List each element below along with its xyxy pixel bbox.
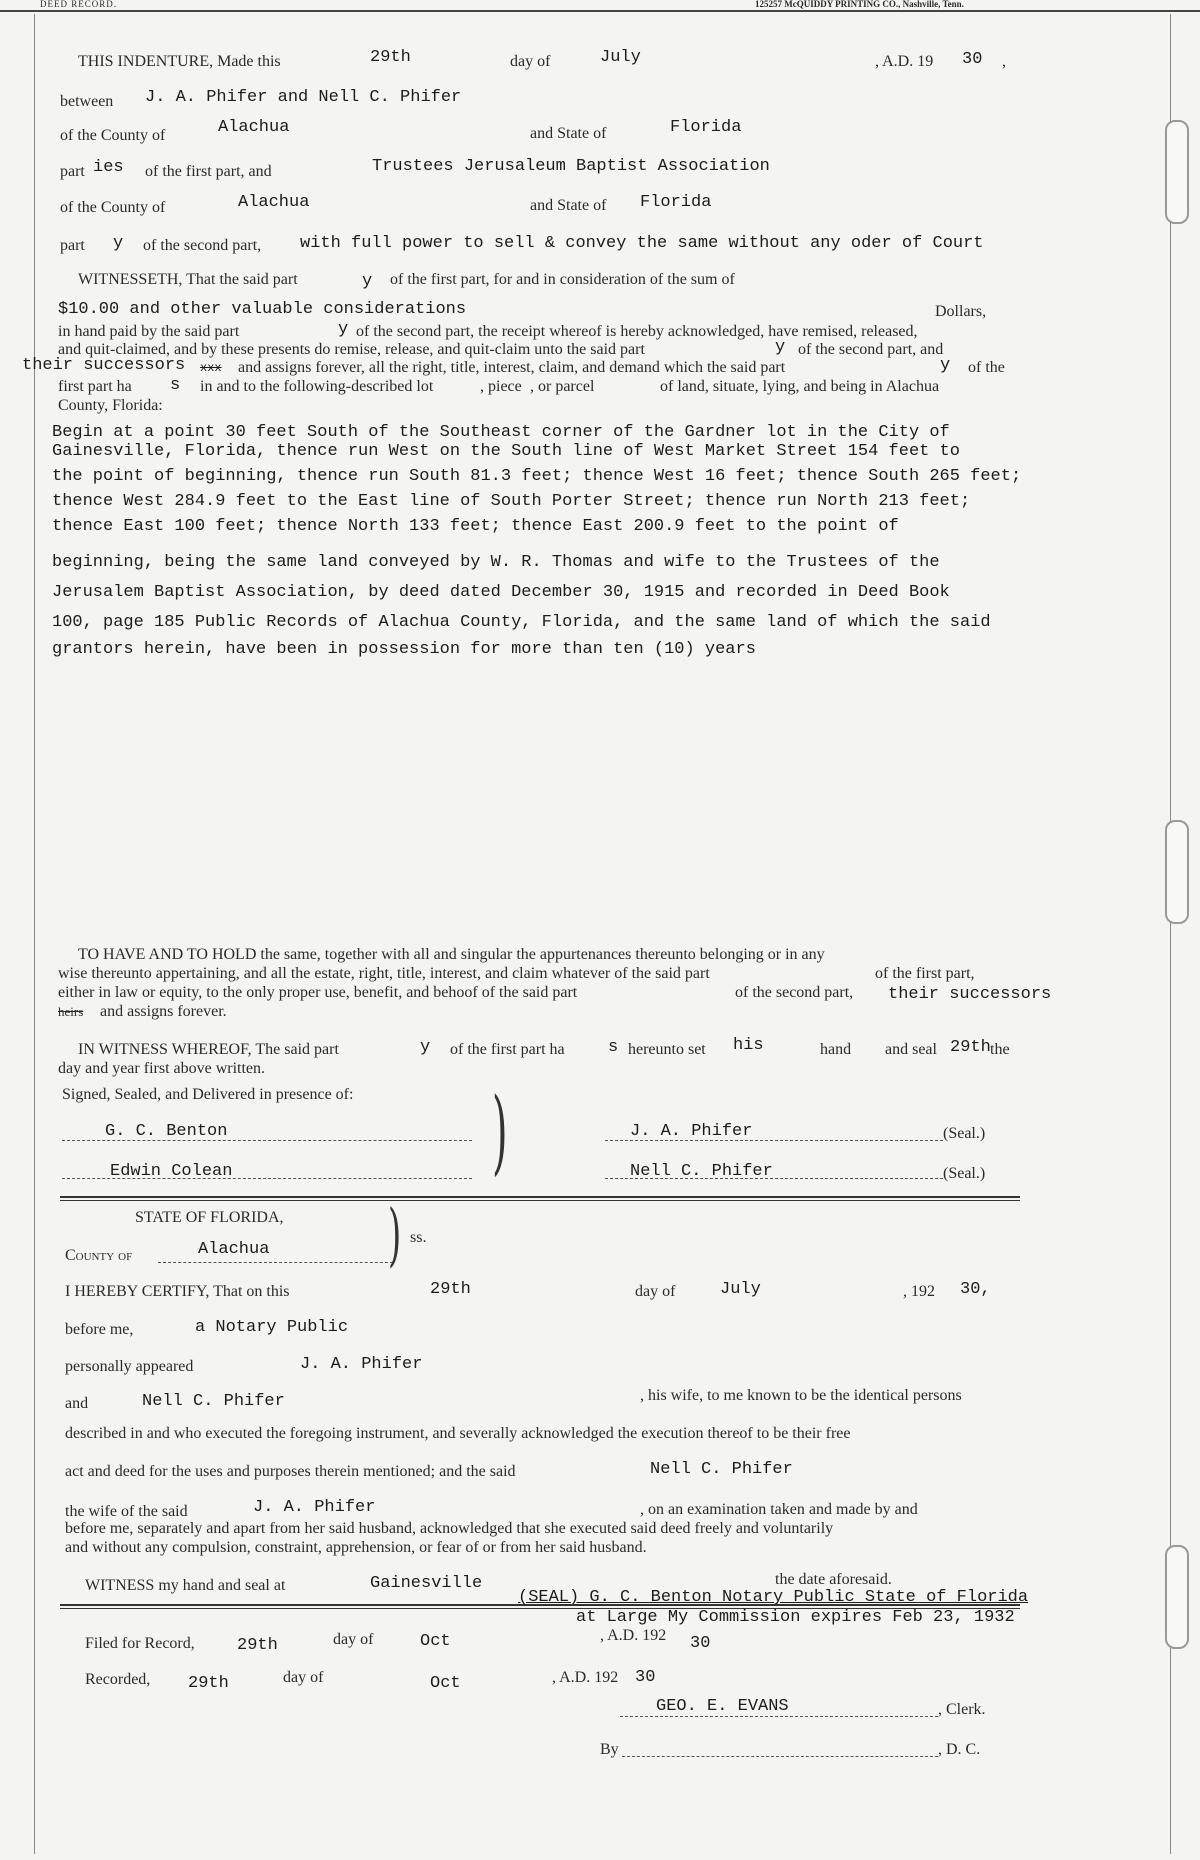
ack-county-line xyxy=(158,1262,393,1263)
ack-month: July xyxy=(720,1280,761,1299)
filed-month: Oct xyxy=(420,1632,451,1651)
ack-wife-of-name: J. A. Phifer xyxy=(253,1498,376,1517)
witnesseth-line7: County, Florida: xyxy=(58,397,163,414)
habendum-successors: their successors xyxy=(888,985,1052,1004)
grantor-county-label: of the County of xyxy=(60,127,166,144)
ack-ss: ss. xyxy=(410,1229,427,1246)
habendum-struck: heirs xyxy=(58,1004,84,1019)
indenture-opening: THIS INDENTURE, Made this xyxy=(78,53,281,70)
ack-before: before me, separately and apart from her said husband, acknowledged that she executed said deed freely and voluntarily xyxy=(65,1520,834,1537)
successors-inserted: their successors xyxy=(22,356,186,375)
ack-brace: ) xyxy=(388,1196,402,1276)
witnesseth-line5-letter: y xyxy=(940,356,951,375)
testimonium-the: the xyxy=(990,1041,1010,1058)
struck-heirs: xxx xyxy=(200,361,222,375)
ack-certify: I HEREBY CERTIFY, That on this xyxy=(65,1283,290,1300)
indenture-day-of: day of xyxy=(510,53,551,70)
testimonium-hand: hand xyxy=(820,1041,852,1058)
consideration-amount: $10.00 and other valuable considerations xyxy=(58,300,467,319)
grantee-state: Florida xyxy=(640,193,712,212)
party-prefix: part xyxy=(60,163,85,180)
witnesseth-a: WITNESSETH, That the said part xyxy=(78,271,298,288)
power-clause: with full power to sell & convey the same without any oder of Court xyxy=(300,234,984,253)
grantor2-seal: (Seal.) xyxy=(943,1165,986,1182)
testimonium-line2: day and year first above written. xyxy=(58,1060,266,1077)
clerk-line xyxy=(620,1716,938,1717)
deputy-line xyxy=(622,1756,938,1757)
recorded-day: 29th xyxy=(188,1674,229,1693)
habendum-line4-b: and assigns forever. xyxy=(100,1003,227,1020)
filed-day-of: day of xyxy=(333,1631,374,1648)
ack-wife-of: the wife of the said xyxy=(65,1503,188,1520)
description-line: Begin at a point 30 feet South of the Southeast corner of the Gardner lot in the City of xyxy=(52,423,950,442)
description-line: thence West 284.9 feet to the East line of South Porter Street; thence run North 213 feet; xyxy=(52,492,971,511)
habendum-line3-a: either in law or equity, to the only proper use, benefit, and behoof of the said part xyxy=(58,984,578,1001)
ack-wife-text: , his wife, to me known to be the identical persons xyxy=(640,1387,962,1404)
first-part-label: of the first part, and xyxy=(145,163,272,180)
second-part-label: of the second part, xyxy=(143,237,262,254)
ack-year: 30, xyxy=(960,1280,991,1299)
ack-before-me: before me, xyxy=(65,1321,134,1338)
testimonium-a: IN WITNESS WHEREOF, The said part xyxy=(78,1041,339,1058)
ack-described: described in and who executed the foregoing instrument, and severally acknowledged the execution thereof to be their free xyxy=(65,1425,851,1442)
filed-label: Filed for Record, xyxy=(85,1635,195,1652)
party-suffix: ies xyxy=(93,158,124,177)
indenture-year: 30 xyxy=(962,50,983,69)
between-label: between xyxy=(60,93,114,110)
binder-ring-top xyxy=(1165,120,1189,224)
witnesseth-b: of the first part, for and in consideration of the sum of xyxy=(390,271,735,288)
by-label: By xyxy=(600,1741,619,1758)
recorded-label: Recorded, xyxy=(85,1671,151,1688)
margin-line-left xyxy=(34,14,35,1854)
indenture-day: 29th xyxy=(370,48,411,67)
grantee-state-label: and State of xyxy=(530,197,607,214)
description-line: Jerusalem Baptist Association, by deed dated December 30, 1915 and recorded in Deed Book xyxy=(52,583,950,602)
witnesseth-line5-c: of the xyxy=(968,359,1005,376)
ack-without: and without any compulsion, constraint, apprehension, or fear of or from her said husband. xyxy=(65,1539,647,1556)
indenture-month: July xyxy=(600,48,641,67)
habendum-line3-b: of the second part, xyxy=(735,984,854,1001)
witnesseth-line6-letter: s xyxy=(170,376,181,395)
recorded-day-of: day of xyxy=(283,1669,324,1686)
ack-state: STATE OF FLORIDA, xyxy=(135,1209,284,1226)
witness1-signature: G. C. Benton xyxy=(105,1122,228,1141)
filed-year: 30 xyxy=(690,1634,711,1653)
filed-day: 29th xyxy=(237,1636,278,1655)
witnesseth-line4-letter: y xyxy=(775,338,786,357)
witnesseth-line6-a: first part ha xyxy=(58,378,132,395)
ack-county: Alachua xyxy=(198,1240,270,1259)
ack-witness-label: WITNESS my hand and seal at xyxy=(85,1577,286,1594)
ack-county-label: County of xyxy=(65,1247,133,1264)
grantee-county-label: of the County of xyxy=(60,199,166,216)
ack-act: act and deed for the uses and purposes therein mentioned; and the said xyxy=(65,1463,516,1480)
clerk-signature: GEO. E. EVANS xyxy=(656,1697,789,1716)
ack-officer: a Notary Public xyxy=(195,1318,349,1337)
grantor2-signature: Nell C. Phifer xyxy=(630,1162,773,1181)
recorded-month: Oct xyxy=(430,1674,461,1693)
grantor1-signature: J. A. Phifer xyxy=(630,1122,753,1141)
indenture-ad-label: , A.D. 19 xyxy=(875,53,934,70)
form-header xyxy=(0,0,1200,12)
witnesseth-line6-c: , piece xyxy=(480,378,522,395)
party2-prefix: part xyxy=(60,237,85,254)
witnesseth-line3-b: of the second part, the receipt whereof is hereby acknowledged, have remised, released, xyxy=(356,323,918,340)
ack-day-of: day of xyxy=(635,1283,676,1300)
ack-name2: Nell C. Phifer xyxy=(142,1392,285,1411)
description-line: beginning, being the same land conveyed by W. R. Thomas and wife to the Trustees of the xyxy=(52,553,940,572)
witnesseth-line3-letter: y xyxy=(338,320,349,339)
ack-date-aforesaid: the date aforesaid. xyxy=(775,1571,892,1588)
form-name: DEED RECORD. xyxy=(40,0,117,9)
testimonium-c: hereunto set xyxy=(628,1041,706,1058)
ack-act-name: Nell C. Phifer xyxy=(650,1460,793,1479)
testimonium-letter: y xyxy=(420,1038,431,1057)
notary-commission: at Large My Commission expires Feb 23, 1932 xyxy=(576,1608,1015,1627)
ack-appeared: personally appeared xyxy=(65,1358,194,1375)
printer-imprint: 125257 McQUIDDY PRINTING CO., Nashville, Tenn. xyxy=(755,0,964,9)
witnesseth-line5-b: and assigns forever, all the right, title, interest, claim, and demand which the said part xyxy=(238,359,786,376)
grantor-county: Alachua xyxy=(218,118,290,137)
witness2-signature: Edwin Colean xyxy=(110,1162,233,1181)
grantee-name: Trustees Jerusaleum Baptist Association xyxy=(372,157,770,176)
ack-year-label: , 192 xyxy=(903,1283,935,1300)
clerk-label: , Clerk. xyxy=(938,1701,986,1718)
dc-label: , D. C. xyxy=(938,1741,981,1758)
description-line: thence East 100 feet; thence North 133 feet; thence East 200.9 feet to the point of xyxy=(52,517,899,536)
ack-name1: J. A. Phifer xyxy=(300,1355,423,1374)
habendum-line2-a: wise thereunto appertaining, and all the estate, right, title, interest, and claim whatever of the said part xyxy=(58,965,710,982)
grantee-county: Alachua xyxy=(238,193,310,212)
habendum-line2-b: of the first part, xyxy=(875,965,975,982)
grantor1-seal: (Seal.) xyxy=(943,1125,986,1142)
recorded-ad-label: , A.D. 192 xyxy=(552,1669,619,1686)
grantor-state-label: and State of xyxy=(530,125,607,142)
description-line: 100, page 185 Public Records of Alachua County, Florida, and the same land of which the said xyxy=(52,613,991,632)
witnesseth-line6-d: , or parcel xyxy=(530,378,595,395)
testimonium-date: 29th xyxy=(950,1038,991,1057)
testimonium-his: his xyxy=(733,1036,764,1055)
witnesseth-line4-a: and quit-claimed, and by these presents do remise, release, and quit-claim unto the said part xyxy=(58,341,645,358)
ack-exam: , on an examination taken and made by and xyxy=(640,1501,918,1518)
grantors-names: J. A. Phifer and Nell C. Phifer xyxy=(145,88,462,107)
signature-brace: ) xyxy=(492,1080,508,1186)
presence-label: Signed, Sealed, and Delivered in presence of: xyxy=(62,1086,354,1103)
ack-day: 29th xyxy=(430,1280,471,1299)
habendum-line1: TO HAVE AND TO HOLD the same, together with all and singular the appurtenances thereunto belonging or in any xyxy=(78,946,825,963)
section-divider xyxy=(60,1196,1020,1198)
indenture-year-comma: , xyxy=(1002,53,1006,70)
ack-and: and xyxy=(65,1395,89,1412)
testimonium-seal: and seal xyxy=(885,1041,937,1058)
filed-ad-label: , A.D. 192 xyxy=(600,1627,667,1644)
section-divider-thin xyxy=(60,1200,1020,1201)
description-line: the point of beginning, thence run South 81.3 feet; thence West 16 feet; thence South 265 feet; xyxy=(52,467,1022,486)
notary-seal-line: (SEAL) G. C. Benton Notary Public State of Florida xyxy=(518,1588,1029,1607)
binder-ring-bottom xyxy=(1165,1545,1189,1649)
party2-letter: y xyxy=(113,234,124,253)
witnesseth-line3-a: in hand paid by the said part xyxy=(58,323,240,340)
recorded-year: 30 xyxy=(635,1668,656,1687)
description-line: Gainesville, Florida, thence run West on the South line of West Market Street 154 feet to xyxy=(52,442,960,461)
testimonium-b: of the first part ha xyxy=(450,1041,565,1058)
binder-ring-middle xyxy=(1165,820,1189,924)
testimonium-s: s xyxy=(608,1038,619,1057)
witnesseth-letter: y xyxy=(362,272,373,291)
grantor-state: Florida xyxy=(670,118,742,137)
recording-divider xyxy=(60,1604,1020,1606)
witnesseth-line6-b: in and to the following-described lot xyxy=(200,378,434,395)
ack-witness-place: Gainesville xyxy=(370,1574,483,1593)
witnesseth-line4-b: of the second part, and xyxy=(798,341,944,358)
dollars-label: Dollars, xyxy=(935,303,987,320)
description-line: grantors herein, have been in possession for more than ten (10) years xyxy=(52,640,756,659)
witnesseth-line6-e: of land, situate, lying, and being in Alachua xyxy=(660,378,940,395)
